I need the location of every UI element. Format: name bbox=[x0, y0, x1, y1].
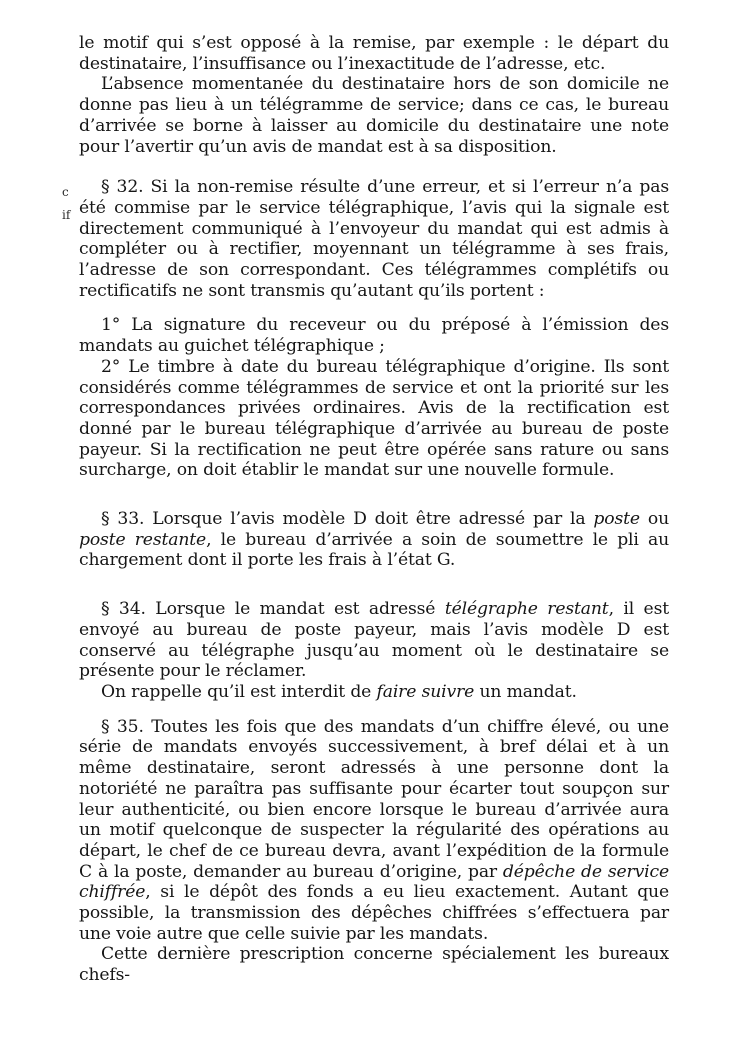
page-body bbox=[79, 33, 669, 986]
paragraph-absence: L’absence momentanée du destinataire hors de son domicile ne donne pas lieu à un télégramme de service; dans ce cas, le bureau d’arrivée se borne à laisser au domicile du destinataire une note pour l’avertir qu’un avis de mandat est à sa disposition. bbox=[79, 74, 669, 157]
paragraph-rappel: On rappelle qu’il est interdit de faire suivre un mandat. bbox=[101, 681, 577, 702]
list-item-1: 1° La signature du receveur ou du préposé à l’émission des mandats au guichet télégraphique ; bbox=[79, 315, 669, 357]
paragraph-continuation: le motif qui s’est opposé à la remise, par exemple : le départ du destinataire, l’insuffisance ou l’inexactitude de l’adresse, etc. bbox=[79, 33, 669, 74]
section-32: § 32. Si la non-remise résulte d’une erreur, et si l’erreur n’a pas été commise par le service télégraphique, l’avis qui la signale est directement communiqué à l’envoyeur du mandat qui est admis à compléter ou à rectifier, moyennant un télégramme à ses frais, l’adresse de son correspondant. Ces télégrammes complétifs ou rectificatifs ne sont transmis qu’autant qu’ils portent : bbox=[79, 177, 669, 301]
list-item-2: 2° Le timbre à date du bureau télégraphique d’origine. Ils sont considérés comme télégrammes de service et ont la priorité sur les correspondances privées ordinaires. Avis de la rectification est donné par le bureau télégraphique d’arrivée au bureau de poste payeur. Si la rectification ne peut être opérée sans rature ou sans surcharge, on doit établir le mandat sur une nouvelle formule. bbox=[79, 356, 669, 481]
paragraph-last: Cette dernière prescription concerne spécialement les bureaux chefs- bbox=[79, 944, 669, 986]
margin-mark: if bbox=[62, 208, 71, 222]
section-33: § 33. Lorsque l’avis modèle D doit être adressé par la poste ou poste restante, le bureau d’arrivée a soin de soumettre le pli au chargement dont il porte les frais à l’état G. bbox=[79, 509, 669, 571]
section-34: § 34. Lorsque le mandat est adressé télégraphe restant, il est envoyé au bureau de poste payeur, mais l’avis modèle D est conservé au télégraphe jusqu’au moment où le destinataire se présente pour le réclamer. bbox=[79, 599, 669, 682]
margin-mark: c bbox=[62, 185, 69, 199]
section-35: § 35. Toutes les fois que des mandats d’un chiffre élevé, ou une série de mandats envoyés successivement, à bref délai et à un même destinataire, seront adressés à une personne dont la notoriété ne paraîtra pas suffisante pour écarter tout soupçon sur leur authenticité, ou bien encore lorsque le bureau d’arrivée aura un motif quelconque de suspecter la régularité des opérations au départ, le chef de ce bureau devra, avant l’expédition de la formule C à la poste, demander au bureau d’origine, par dépêche de service chiffrée, si le dépôt des fonds a eu lieu exactement. Autant que possible, la transmission des dépêches chiffrées s’effectuera par une voie autre que celle suivie par les mandats. bbox=[79, 716, 669, 944]
